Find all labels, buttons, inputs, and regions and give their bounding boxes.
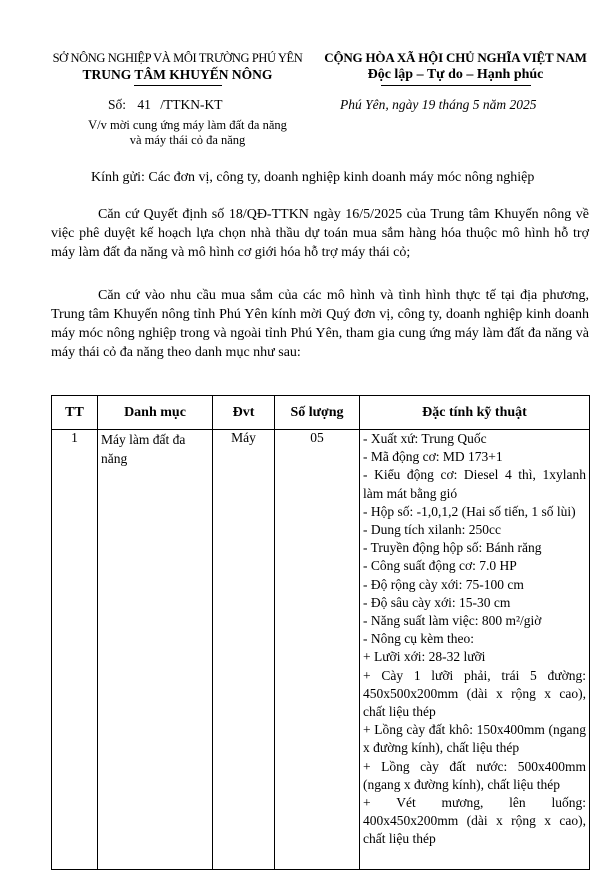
spec-line: + Lồng cày đất nước: 500x400mm (ngang x đường kính), chất liệu thép	[363, 758, 586, 792]
paragraph-basis: Căn cứ Quyết định số 18/QĐ-TTKN ngày 16/5/2025 của Trung tâm Khuyến nông về việc phê duyệt kế hoạch lựa chọn nhà thầu dự toán mua sắm hàng hóa thuộc mô hình hỗ trợ máy làm đất đa năng và mô hình cơ giới hóa hỗ trợ máy thái cỏ;	[51, 207, 589, 260]
spec-line: - Truyền động hộp số: Bánh răng	[363, 540, 542, 556]
row-specs	[360, 430, 590, 870]
motto-underline	[381, 85, 531, 86]
spec-line: - Dung tích xilanh: 250cc	[363, 522, 501, 538]
document-number-label: Số:	[108, 97, 127, 112]
header-unit: Đvt	[213, 396, 275, 430]
spec-line: + Lồng cày đất khô: 150x400mm (ngang x đường kính), chất liệu thép	[363, 722, 586, 756]
spec-line: - Kiểu động cơ: Diesel 4 thì, 1xylanh làm mát bằng gió	[363, 467, 586, 501]
document-number	[108, 97, 223, 113]
spec-line: - Nông cụ kèm theo:	[363, 631, 474, 647]
spec-line: - Xuất xứ: Trung Quốc	[363, 431, 487, 446]
spec-line: - Năng suất làm việc: 800 m²/giờ	[363, 613, 542, 629]
center-name: TRUNG TÂM KHUYẾN NÔNG	[82, 67, 273, 82]
row-item: Máy làm đất đa năng	[98, 430, 213, 870]
spec-line: - Mã động cơ: MD 173+1	[363, 449, 503, 465]
subject-block	[60, 118, 315, 148]
subject-line-2: và máy thái cỏ đa năng	[129, 133, 246, 147]
equipment-table	[51, 395, 590, 870]
subject-line-1: V/v mời cung ứng máy làm đất đa năng	[88, 118, 287, 132]
ministry-name: SỞ NÔNG NGHIỆP VÀ MÔI TRƯỜNG PHÚ YÊN	[52, 51, 303, 65]
issuer-underline	[134, 85, 222, 86]
spec-line: - Độ rộng cày xới: 75-100 cm	[363, 576, 524, 592]
table-header-row	[52, 396, 590, 430]
national-motto: Độc lập – Tự do – Hạnh phúc	[367, 67, 544, 82]
spec-line: + Lưỡi xới: 28-32 lưỡi	[363, 649, 486, 665]
header-item: Danh mục	[98, 396, 213, 430]
issuer-block	[40, 50, 315, 86]
header-specs: Đặc tính kỹ thuật	[360, 396, 590, 430]
row-unit: Máy	[213, 430, 275, 870]
row-qty: 05	[275, 430, 360, 870]
national-heading	[318, 50, 593, 86]
spec-line: - Độ sâu cày xới: 15-30 cm	[363, 594, 511, 610]
document-number-value: 41	[137, 97, 151, 112]
place-date: Phú Yên, ngày 19 tháng 5 năm 2025	[340, 97, 537, 112]
nation-name: CỘNG HÒA XÃ HỘI CHỦ NGHĨA VIỆT NAM	[324, 50, 587, 65]
table-row	[52, 430, 590, 870]
row-tt: 1	[52, 430, 98, 870]
recipient-label: Kính gửi:	[91, 170, 145, 185]
spec-line: + Vét mương, lên luống: 400x450x200mm (dài x rộng x cao), chất liệu thép	[363, 795, 586, 847]
spec-line: - Hộp số: -1,0,1,2 (Hai số tiến, 1 số lùi)	[363, 503, 576, 519]
header-qty: Số lượng	[275, 396, 360, 430]
spec-line: + Cày 1 lưỡi phải, trái 5 đường: 450x500x200mm (dài x rộng x cao), chất liệu thép	[363, 667, 586, 720]
header-tt: TT	[52, 396, 98, 430]
paragraph-invitation: Căn cứ vào nhu cầu mua sắm của các mô hình và tình hình thực tế tại địa phương, Trung tâm Khuyến nông tỉnh Phú Yên kính mời Quý đơn vị, công ty, doanh nghiệp kinh doanh máy móc nông nghiệp trong và ngoài tỉnh Phú Yên, tham gia cung ứng máy làm đất đa năng và máy thái cỏ đa năng theo danh mục như sau:	[51, 288, 589, 360]
recipient-value: Các đơn vị, công ty, doanh nghiệp kinh doanh máy móc nông nghiệp	[148, 170, 535, 185]
recipient-line	[91, 170, 601, 186]
document-number-suffix: /TTKN-KT	[160, 97, 223, 112]
spec-line: - Công suất động cơ: 7.0 HP	[363, 558, 517, 574]
